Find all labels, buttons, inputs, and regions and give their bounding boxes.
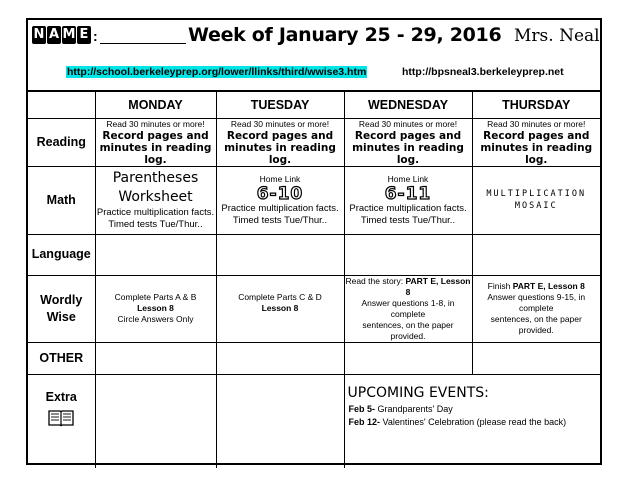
extra-row — [28, 374, 600, 468]
reading-line3: minutes in reading log. — [99, 141, 212, 166]
wordly-wise-link[interactable]: http://school.berkeleyprep.org/lower/llinks/third/wwise3.htm — [67, 66, 367, 78]
name-field — [32, 26, 186, 44]
schedule-table — [28, 90, 600, 468]
ww-line1 — [473, 281, 601, 292]
extra-monday — [95, 374, 216, 468]
math-thursday — [472, 166, 600, 234]
ww-line1: Complete Parts A & B — [114, 292, 197, 302]
subject-wordly: Wordly — [40, 292, 83, 307]
subject-extra — [28, 374, 95, 468]
event-text: Grandparents' Day — [375, 403, 453, 414]
language-tuesday — [216, 234, 344, 275]
reading-line1: Read 30 minutes or more! — [106, 118, 205, 129]
reading-line2: Record pages and — [354, 129, 462, 142]
upcoming-events — [344, 374, 600, 468]
day-header-monday: MONDAY — [95, 91, 216, 118]
name-blank-line[interactable] — [100, 27, 186, 44]
wordly-monday — [95, 275, 216, 342]
ww-line1-b: PART E, Lesson 8 — [405, 275, 471, 297]
teacher-name: Mrs. Neal — [514, 26, 600, 46]
day-header-wednesday: WEDNESDAY — [344, 91, 472, 118]
reading-thursday — [472, 118, 600, 166]
reading-line3: minutes in reading log. — [224, 141, 336, 166]
ww-line1-b: PART E, Lesson 8 — [512, 281, 585, 291]
reading-row — [28, 118, 600, 166]
name-colon: : — [93, 28, 98, 44]
subject-wordly-wise — [28, 275, 95, 342]
class-site-link[interactable]: http://bpsneal3.berkeleyprep.net — [402, 66, 564, 78]
event-item — [349, 416, 601, 429]
subject-language: Language — [28, 234, 95, 275]
reading-line1: Read 30 minutes or more! — [230, 118, 330, 129]
math-monday — [95, 166, 216, 234]
event-item — [349, 403, 601, 416]
event-date: Feb 5- — [348, 403, 376, 414]
math-wednesday — [344, 166, 472, 234]
home-link-range: 6-10 — [256, 183, 304, 204]
reading-line3: minutes in reading log. — [480, 141, 593, 166]
ww-line2: Lesson 8 — [137, 303, 174, 313]
reading-monday — [95, 118, 216, 166]
event-text: Valentines' Celebration (please read the back) — [380, 416, 567, 427]
wordly-wise-row — [28, 275, 600, 342]
wordly-thursday — [472, 275, 600, 342]
name-letter: N — [33, 27, 45, 42]
ww-line1 — [345, 276, 472, 298]
math-practice-line: Practice multiplication facts. — [96, 207, 215, 218]
reading-line1: Read 30 minutes or more! — [487, 118, 586, 129]
ww-line2: Answer questions 1-8, in complete — [361, 297, 455, 319]
other-thursday — [472, 342, 600, 374]
ww-line3: sentences, on the paper provided. — [362, 319, 454, 341]
reading-line3: minutes in reading log. — [352, 141, 464, 166]
ww-line1-a: Finish — [487, 281, 513, 291]
math-practice-line: Practice multiplication facts. — [349, 202, 467, 214]
ww-line3: sentences, on the paper provided. — [490, 314, 582, 335]
math-title-line1: Parentheses — [112, 170, 199, 186]
mosaic-line2: MOSAIC — [514, 201, 558, 211]
extra-tuesday — [216, 374, 344, 468]
math-timed-line: Timed tests Tue/Thur.. — [108, 219, 203, 230]
name-letter: M — [62, 27, 76, 42]
language-row — [28, 234, 600, 275]
header — [28, 20, 600, 90]
home-link-label: Home Link — [259, 173, 301, 184]
day-header-thursday: THURSDAY — [472, 91, 600, 118]
ww-line2: Lesson 8 — [261, 303, 299, 313]
planner-sheet — [26, 18, 602, 465]
name-letter: A — [48, 27, 60, 42]
ww-line1: Complete Parts C & D — [238, 292, 322, 302]
math-row — [28, 166, 600, 234]
language-monday — [95, 234, 216, 275]
subject-math: Math — [28, 166, 95, 234]
other-monday — [95, 342, 216, 374]
wordly-tuesday — [216, 275, 344, 342]
reading-line2: Record pages and — [226, 129, 334, 142]
day-header-row — [28, 91, 600, 118]
language-thursday — [472, 234, 600, 275]
event-date: Feb 12- — [348, 416, 381, 427]
reading-line1: Read 30 minutes or more! — [358, 118, 458, 129]
reading-wednesday — [344, 118, 472, 166]
math-timed-line: Timed tests Tue/Thur.. — [232, 214, 328, 226]
ww-line2: Answer questions 9-15, in complete — [487, 292, 586, 313]
book-icon — [47, 408, 75, 433]
corner-cell — [28, 91, 95, 118]
language-wednesday — [344, 234, 472, 275]
other-tuesday — [216, 342, 344, 374]
other-row — [28, 342, 600, 374]
subject-extra-label: Extra — [45, 389, 77, 404]
math-tuesday — [216, 166, 344, 234]
reading-line2: Record pages and — [483, 129, 590, 142]
name-letter: E — [77, 26, 91, 44]
events-title: UPCOMING EVENTS: — [347, 384, 489, 401]
other-wednesday — [344, 342, 472, 374]
subject-wise: Wise — [46, 309, 76, 324]
math-practice-line: Practice multiplication facts. — [221, 202, 339, 214]
ww-line3: Circle Answers Only — [117, 314, 194, 324]
home-link-range: 6-11 — [384, 183, 432, 204]
ww-spacer — [217, 314, 344, 325]
math-title-line2: Worksheet — [118, 189, 193, 205]
reading-line2: Record pages and — [102, 129, 209, 142]
reading-tuesday — [216, 118, 344, 166]
home-link-label: Home Link — [387, 173, 429, 184]
day-header-tuesday: TUESDAY — [216, 91, 344, 118]
math-timed-line: Timed tests Tue/Thur.. — [360, 214, 456, 226]
week-title: Week of January 25 - 29, 2016 — [188, 24, 502, 46]
subject-other: OTHER — [28, 342, 95, 374]
wordly-wednesday — [344, 275, 472, 342]
subject-reading: Reading — [28, 118, 95, 166]
mosaic-line1: MULTIPLICATION — [486, 189, 587, 199]
ww-line1-a: Read the story: — [345, 275, 406, 286]
